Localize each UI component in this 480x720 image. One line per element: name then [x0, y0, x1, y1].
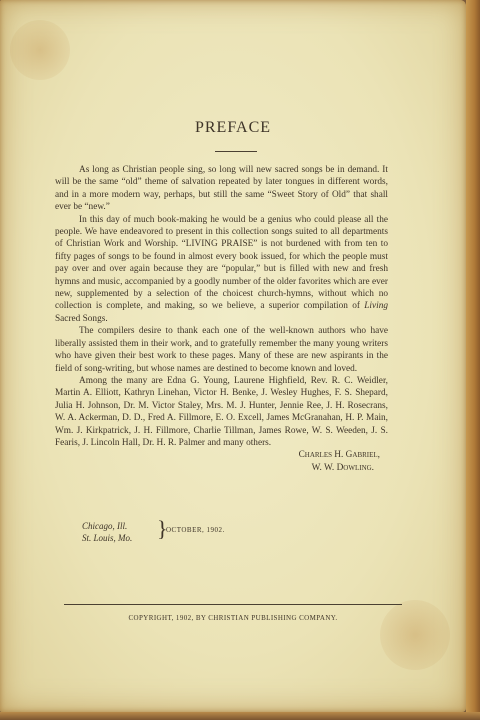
paper-stain — [10, 20, 70, 80]
signature: W. W. Dowling. — [311, 462, 374, 473]
preface-body — [55, 164, 388, 474]
paper-stain — [380, 600, 450, 670]
title-underline — [215, 151, 257, 152]
place-line: St. Louis, Mo. — [82, 532, 133, 543]
page-edge-right — [466, 0, 480, 720]
brace: } — [157, 516, 168, 541]
page-edge-bottom — [0, 712, 480, 720]
living-italic: Living — [364, 301, 388, 312]
paragraph-text: In this day of much book-making he would be a genius who could please all the people. We have endeavored to present in this collection songs suited to all departments of Christian Work and Worship. “LIVING PRAISE” is not burdened with from ten to fifty pages of songs to be found in almost every book issued, for which the people must pay over and over again because they are “popular,” but is filled with new and fresh hymns and music, accompanied by a goodly number of the older favorites which are ever new, supplemented by a selection of the choicest church-hymns, without which no collection is complete, and making, so we believe, a superior compilation of — [55, 214, 388, 312]
footer-rule — [64, 604, 402, 605]
paragraph — [55, 214, 388, 326]
date: OCTOBER, 1902. — [166, 526, 225, 534]
paragraph: As long as Christian people sing, so long will new sacred songs be in demand. It will be the same “old” theme of salvation repeated by later tongues in different words, and in a more modern way, perhaps, but still the same “Sweet Story of Old” that shall ever be “new.” — [55, 165, 388, 213]
place-line: Chicago, Ill. — [82, 521, 128, 531]
paragraph: Among the many are Edna G. Young, Laurene Highfield, Rev. R. C. Weidler, Martin A. Elliott, Kathryn Linehan, Victor H. Benke, J. Wesley Hughes, F. S. Shepard, Julia H. Johnson, Dr. M. Victor Staley, Mrs. M. J. Hunter, Jennie Ree, J. H. Rosecrans, W. A. Ackerman, D. D., Fred A. Fillmore, E. O. Excell, James McGranahan, H. P. Main, Wm. J. Kirkpatrick, J. H. Fillmore, Charlie Tillman, James Rowe, W. S. Weeden, J. S. Fearis, J. Lincoln Hall, Dr. H. R. Palmer and many others. — [55, 375, 388, 448]
page-title: PREFACE — [194, 119, 272, 136]
place-block — [82, 521, 132, 544]
copyright-line: COPYRIGHT, 1902, BY CHRISTIAN PUBLISHING COMPANY. — [128, 614, 338, 622]
signature: Charles H. Gabriel, — [298, 450, 380, 461]
paragraph: The compilers desire to thank each one of the well-known authors who have liberally assisted them in their work, and to gratefully remember the many young writers who have given their best work to these pages. Many of these are new aspirants in the field of song-writing, but whose names are destined to become known and loved. — [55, 326, 388, 374]
paragraph-tail: Sacred Songs. — [55, 313, 108, 324]
